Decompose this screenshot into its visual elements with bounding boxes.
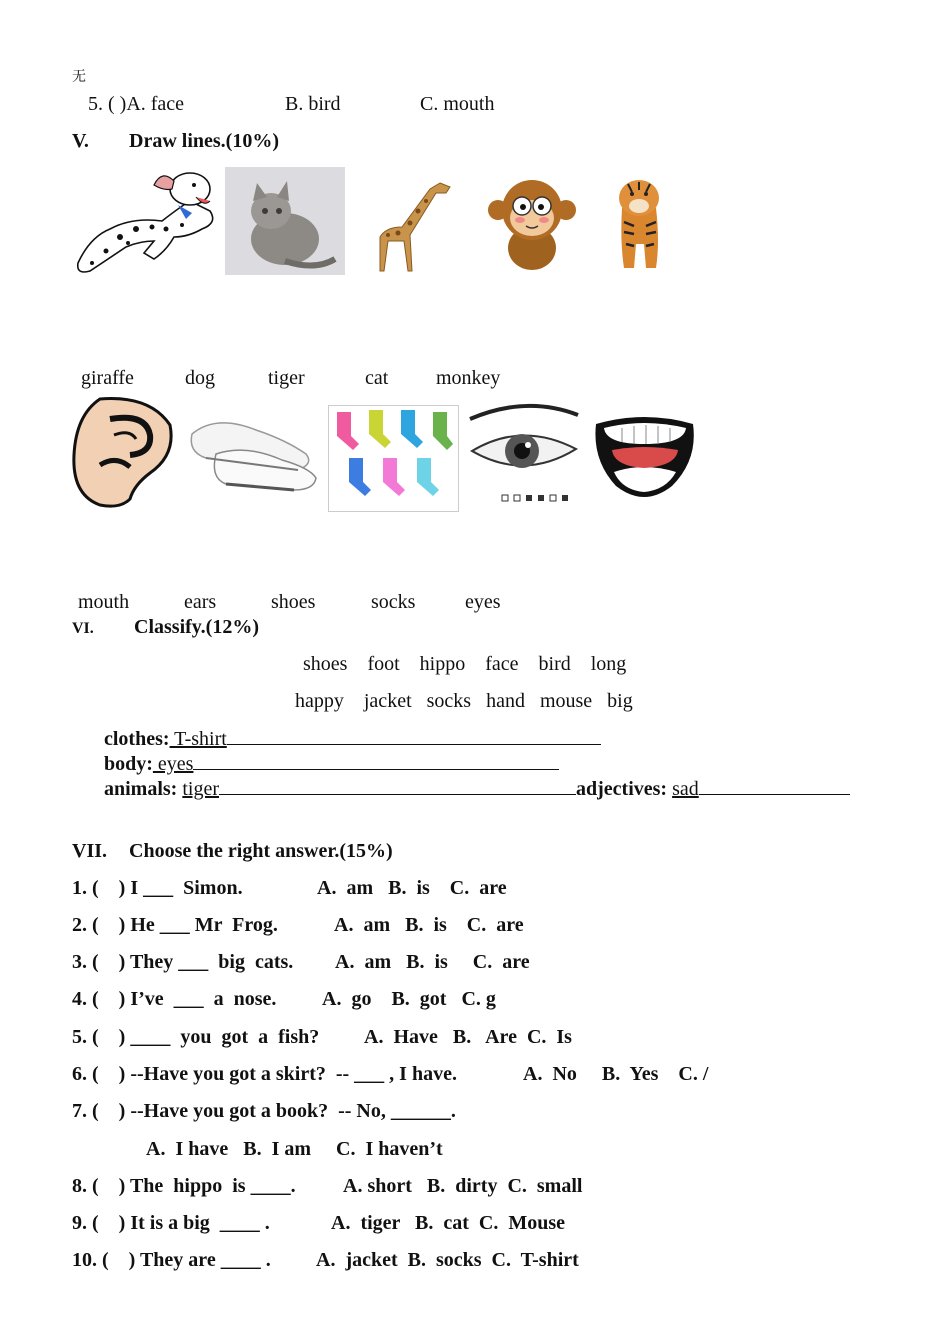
mc-options-3: A. am B. is C. are: [335, 951, 530, 973]
body-word-eyes: eyes: [465, 591, 501, 613]
section-v-heading: [72, 130, 279, 153]
animal-word-monkey: monkey: [436, 367, 501, 389]
clothes-row: [104, 728, 601, 751]
question-text: 9. ( ) It is a big ____ .: [72, 1212, 270, 1234]
body-example: eyes: [152, 753, 194, 775]
question-text: 2. ( ) He ___ Mr Frog.: [72, 914, 278, 936]
adjectives-label: adjectives:: [576, 778, 668, 800]
mc-options-5: A. Have B. Are C. Is: [364, 1026, 572, 1048]
question-text: 4. ( ) I’ve ___ a nose.: [72, 988, 277, 1010]
section-title: Draw lines.(10%): [129, 130, 279, 152]
mc-question-10: [72, 1249, 271, 1272]
question-text: 8. ( ) The hippo is ____.: [72, 1175, 296, 1197]
clothes-label: clothes:: [104, 728, 170, 750]
mc-options-4: A. go B. got C. g: [322, 988, 496, 1010]
animals-example: tiger: [182, 778, 219, 800]
mc-options-2: A. am B. is C. are: [334, 914, 524, 936]
mc-question-3: [72, 951, 293, 974]
animals-answer-line[interactable]: [219, 793, 576, 795]
mc-options-1: A. am B. is C. are: [317, 877, 507, 899]
question-text: 5. ( ) ____ you got a fish?: [72, 1026, 320, 1048]
body-word-shoes: shoes: [271, 591, 316, 613]
adjectives-answer-line[interactable]: [699, 793, 850, 795]
eye-icon: [466, 395, 580, 510]
mc-question-2: [72, 914, 278, 937]
mc-question-8: [72, 1175, 296, 1198]
body-row: [104, 753, 559, 776]
section-title: Classify.(12%): [134, 616, 259, 638]
top-note: 无: [72, 70, 86, 85]
monkey-icon: [486, 176, 578, 274]
mc-options-9: A. tiger B. cat C. Mouse: [331, 1212, 566, 1234]
q5-option-c: C. mouth: [420, 93, 495, 115]
mc-question-7: [72, 1100, 456, 1123]
mc-question-9: [72, 1212, 270, 1235]
section-number: VII.: [72, 840, 108, 862]
mc-question-6: [72, 1063, 457, 1086]
animal-word-giraffe: giraffe: [81, 367, 134, 389]
section-title: Choose the right answer.(15%): [129, 840, 393, 862]
body-answer-line[interactable]: [193, 768, 559, 770]
mc-options-7: A. I have B. I am C. I haven’t: [146, 1138, 443, 1160]
mc-question-5: [72, 1026, 319, 1049]
gray-cat-icon: [225, 167, 345, 275]
mouth-icon: [592, 410, 697, 510]
mc-question-4: [72, 988, 276, 1011]
clothes-example: T-shirt: [169, 728, 227, 750]
tiger-icon: [600, 172, 678, 274]
body-word-socks: socks: [371, 591, 416, 613]
mc-options-6: A. No B. Yes C. /: [523, 1063, 709, 1085]
question-text: 6. ( ) --Have you got a skirt? -- ___ , I have.: [72, 1063, 457, 1085]
word-bank-row-2: happy jacket socks hand mouse big: [295, 690, 633, 712]
question-5: [88, 93, 495, 116]
section-vi-heading: [72, 616, 259, 639]
question-text: 1. ( ) I ___ Simon.: [72, 877, 243, 899]
animal-word-cat: cat: [365, 367, 389, 389]
question-text: 7. ( ) --Have you got a book? -- No, ______.: [72, 1100, 456, 1122]
animals-label: animals:: [104, 778, 178, 800]
animal-word-dog: dog: [185, 367, 215, 389]
body-word-ears: ears: [184, 591, 217, 613]
adjectives-example: sad: [672, 778, 699, 800]
word-bank-row-1: shoes foot hippo face bird long: [303, 653, 627, 675]
section-number: VI.: [72, 620, 94, 637]
question-text: 3. ( ) They ___ big cats.: [72, 951, 294, 973]
q5-text: 5. ( )A. face: [88, 93, 185, 115]
giraffe-icon: [358, 175, 468, 275]
mc-options-10: A. jacket B. socks C. T-shirt: [316, 1249, 579, 1271]
mc-options-8: A. short B. dirty C. small: [343, 1175, 583, 1197]
mc-question-1: [72, 877, 243, 900]
section-number: V.: [72, 130, 89, 152]
animals-adjectives-row: [104, 778, 850, 801]
white-shoes-icon: [186, 404, 321, 494]
question-text: 10. ( ) They are ____ .: [72, 1249, 271, 1271]
body-label: body:: [104, 753, 153, 775]
q5-option-b: B. bird: [285, 93, 341, 115]
ear-icon: [70, 395, 176, 510]
section-vii-heading: [72, 840, 393, 863]
dalmatian-dog-icon: [70, 167, 218, 275]
colorful-socks-icon: [328, 405, 459, 512]
clothes-answer-line[interactable]: [227, 743, 601, 745]
body-word-mouth: mouth: [78, 591, 130, 613]
animal-word-tiger: tiger: [268, 367, 305, 389]
